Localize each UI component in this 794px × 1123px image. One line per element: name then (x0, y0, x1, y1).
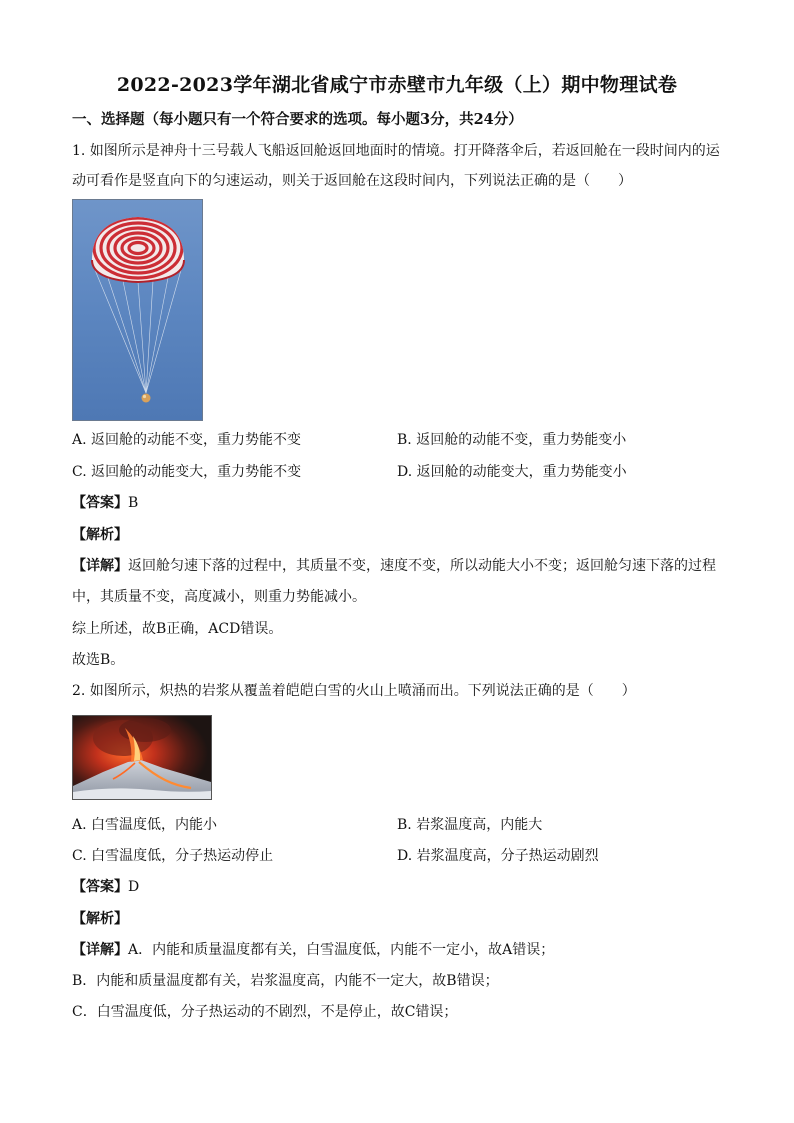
q1-option-b: B. 返回舱的动能不变，重力势能变小 (397, 432, 627, 448)
q2-volcano-image (72, 715, 212, 800)
q1-answer-value: B (128, 495, 139, 511)
q1-detail-line-1 (72, 556, 716, 576)
section-heading: 一、选择题（每小题只有一个符合要求的选项。每小题3分，共24分） (72, 111, 523, 128)
q2-answer-label: 【答案】 (72, 879, 128, 895)
q2-detail-line-1 (72, 940, 554, 960)
q1-detail-text-1: 返回舱匀速下落的过程中，其质量不变，速度不变，所以动能大小不变；返回舱匀速下落的过程 (128, 558, 716, 574)
q2-stem-line-1: 2. 如图所示，炽热的岩浆从覆盖着皑皑白雪的火山上喷涌而出。下列说法正确的是（ ） (72, 683, 636, 699)
q2-analysis-label: 【解析】 (72, 911, 128, 927)
q1-option-d: D. 返回舱的动能变大，重力势能变小 (397, 464, 627, 480)
q1-detail-label: 【详解】 (72, 558, 128, 574)
q1-parachute-image (72, 199, 203, 421)
parachute-icon (73, 200, 202, 420)
q2-answer-value: D (128, 879, 140, 895)
q2-answer (72, 877, 139, 897)
q1-option-c: C. 返回舱的动能变大，重力势能不变 (72, 464, 302, 480)
q1-detail-line-2: 中，其质量不变，高度减小，则重力势能减小。 (72, 589, 366, 605)
q1-stem-line-2: 动可看作是竖直向下的匀速运动，则关于返回舱在这段时间内，下列说法正确的是（ ） (72, 173, 632, 189)
q1-detail-line-3: 综上所述，故B正确，ACD错误。 (72, 621, 283, 637)
q2-detail-line-2: B．内能和质量温度都有关，岩浆温度高，内能不一定大，故B错误； (72, 973, 499, 989)
q1-stem-line-1: 1. 如图所示是神舟十三号载人飞船返回舱返回地面时的情境。打开降落伞后，若返回舱在一段时间内的运 (72, 143, 720, 159)
q1-analysis-label: 【解析】 (72, 527, 128, 543)
q2-option-c: C. 白雪温度低，分子热运动停止 (72, 848, 274, 864)
q2-option-d: D. 岩浆温度高，分子热运动剧烈 (397, 848, 599, 864)
q1-answer (72, 493, 138, 513)
q1-detail-line-4: 故选B。 (72, 652, 125, 668)
q1-answer-label: 【答案】 (72, 495, 128, 511)
q2-option-a: A. 白雪温度低，内能小 (72, 817, 218, 833)
page-title: 2022-2023学年湖北省咸宁市赤壁市九年级（上）期中物理试卷 (116, 74, 678, 96)
q2-detail-line-3: C．白雪温度低，分子热运动的不剧烈，不是停止，故C错误； (72, 1004, 458, 1020)
volcano-icon (73, 716, 211, 799)
q2-option-b: B. 岩浆温度高，内能大 (397, 817, 543, 833)
q2-detail-label: 【详解】 (72, 942, 128, 958)
q1-option-a: A. 返回舱的动能不变，重力势能不变 (72, 432, 302, 448)
q2-detail-text-1: A．内能和质量温度都有关，白雪温度低，内能不一定小，故A错误； (128, 942, 555, 958)
